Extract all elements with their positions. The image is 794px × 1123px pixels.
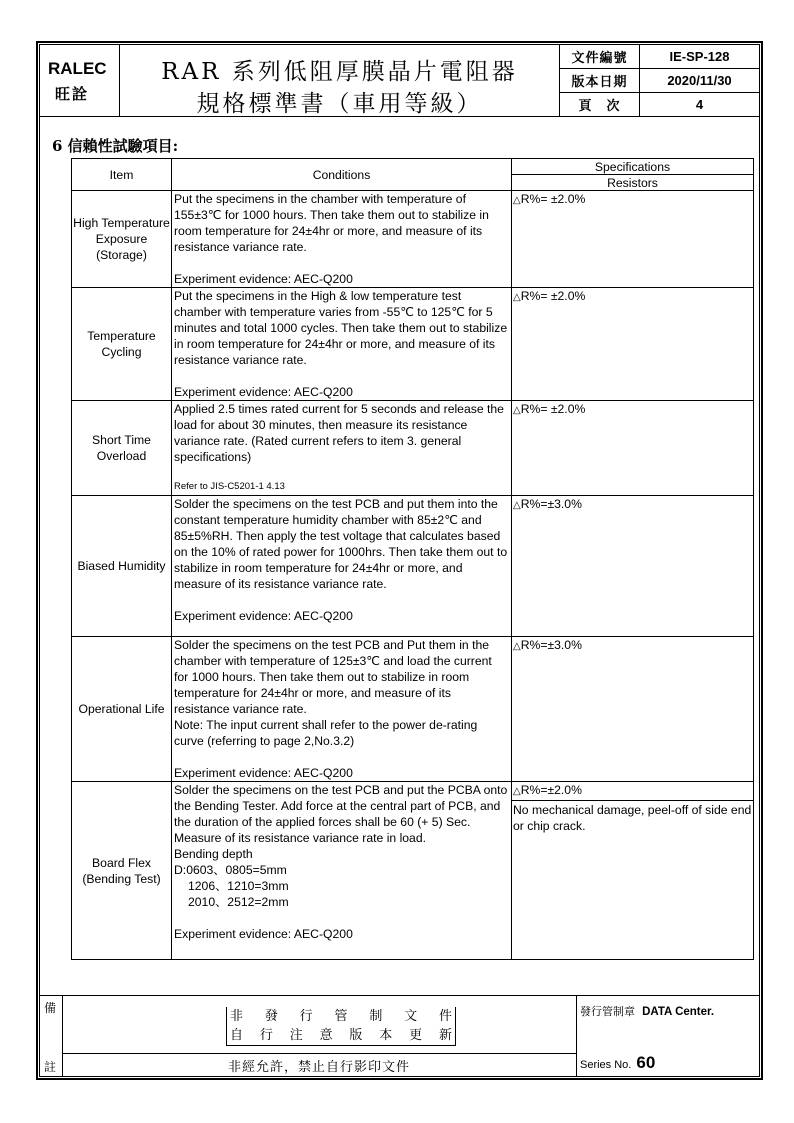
series-value: 60	[636, 1053, 656, 1072]
company-name-en: RALEC	[48, 59, 107, 78]
company-name-zh: 旺詮	[55, 85, 90, 103]
table-row	[72, 496, 754, 637]
series-number	[580, 1053, 655, 1073]
notice-line: 自行注意版本更新	[230, 1028, 452, 1043]
issue-control-area	[576, 996, 759, 1077]
section-number: 6	[52, 137, 63, 155]
experiment-evidence: Experiment evidence: AEC-Q200	[174, 272, 353, 286]
series-label: Series No.	[580, 1059, 632, 1071]
document-footer	[40, 995, 759, 1077]
conditions-text: Put the specimens in the High & low temperature test chamber with temperature varies from -55℃ to 125℃ for 5 minutes and total 1000 cycles. Then take them out to stabilize in room temperature for 24±4hr or more, and measure of its resistance variance rate.	[174, 289, 508, 367]
column-header-specifications: Specifications	[512, 159, 754, 175]
meta-row-version-date	[560, 69, 759, 93]
section-heading	[52, 135, 178, 156]
experiment-evidence: Experiment evidence: AEC-Q200	[174, 766, 353, 780]
test-specification	[512, 401, 754, 496]
test-item-name: High Temperature Exposure (Storage)	[72, 191, 172, 288]
conditions-text: Solder the specimens on the test PCB and put them into the constant temperature humidity chamber with 85±2℃ and 85±5%RH. Then apply the test voltage that calculates based on the 10% of rated power for 1000hrs. Then take them out to stabilize in room temperature for 24±4hr or more, and measure of its resistance variance rate.	[174, 497, 508, 591]
test-conditions	[172, 288, 512, 401]
remark-label-bottom: 註	[44, 1060, 57, 1074]
issue-stamp	[580, 1003, 714, 1019]
table-header-row	[72, 159, 754, 175]
footer-notice-area	[62, 996, 577, 1077]
document-subtitle: 規格標準書（車用等級）	[196, 91, 483, 117]
table-row	[72, 782, 754, 960]
test-conditions	[172, 782, 512, 960]
spec-value: R%=±3.0%	[520, 497, 582, 511]
table-row	[72, 288, 754, 401]
delta-icon: △	[513, 786, 521, 797]
footer-divider	[62, 1053, 576, 1054]
meta-key: 頁 次	[560, 93, 640, 117]
experiment-evidence: Experiment evidence: AEC-Q200	[174, 609, 353, 623]
reference-standard: Refer to JIS-C5201-1 4.13	[174, 481, 285, 492]
issue-label: 發行管制章	[580, 1005, 635, 1018]
bending-depth-line: D:0603、0805=5mm	[174, 863, 287, 877]
spec-value: R%= ±2.0%	[520, 192, 586, 206]
spec-value: R%= ±2.0%	[520, 289, 586, 303]
experiment-evidence: Experiment evidence: AEC-Q200	[174, 927, 353, 941]
test-conditions	[172, 191, 512, 288]
spec-value: R%=±3.0%	[520, 638, 582, 652]
test-item-name: Biased Humidity	[72, 496, 172, 637]
test-specification	[512, 637, 754, 782]
test-specification	[512, 782, 754, 960]
test-specification	[512, 496, 754, 637]
test-item-name: Short Time Overload	[72, 401, 172, 496]
column-header-resistors: Resistors	[512, 175, 754, 191]
test-item-name: Board Flex (Bending Test)	[72, 782, 172, 960]
reliability-test-table	[71, 158, 754, 960]
remark-column	[40, 996, 63, 1077]
company-logo-block	[40, 45, 120, 116]
spec-value: R%= ±2.0%	[520, 402, 586, 416]
meta-row-doc-number	[560, 45, 759, 69]
issue-value: DATA Center.	[642, 1006, 715, 1018]
table-row	[72, 637, 754, 782]
test-specification	[512, 191, 754, 288]
document-title: RAR 系列低阻厚膜晶片電阻器	[161, 59, 518, 85]
document-header	[40, 45, 759, 117]
bending-depth-title: Bending depth	[174, 847, 253, 861]
notice-line: 非發行管制文件	[230, 1009, 452, 1024]
meta-value: 4	[695, 97, 704, 112]
test-item-name: Temperature Cycling	[72, 288, 172, 401]
conditions-text: Put the specimens in the chamber with temperature of 155±3℃ for 1000 hours. Then take them out to stabilize in room temperature for 24±4hr or more, and measure of its resistance variance rate.	[174, 192, 489, 254]
spec-value: R%=±2.0%	[520, 783, 582, 797]
uncontrolled-notice-box	[226, 1007, 456, 1046]
meta-value: 2020/11/30	[640, 69, 760, 93]
table-row	[72, 191, 754, 288]
test-item-name: Operational Life	[72, 637, 172, 782]
conditions-note: Note: The input current shall refer to the power de-rating curve (referring to page 2,No.3.2)	[174, 718, 478, 748]
delta-icon: △	[513, 500, 521, 511]
section-title: 信賴性試驗項目:	[67, 137, 179, 155]
conditions-text: Solder the specimens on the test PCB and Put them in the chamber with temperature of 125±3℃ and load the current for 1000 hours. Then take them out to stabilize in room temperature for 24±4hr or more, and measure of its resistance variance rate.	[174, 638, 492, 716]
meta-value: IE-SP-128	[640, 45, 760, 69]
meta-key: 文件編號	[560, 45, 640, 69]
meta-row-page	[560, 93, 759, 117]
column-header-item: Item	[72, 159, 172, 191]
bending-depth-line: 1206、1210=3mm	[188, 879, 289, 893]
document-meta-block	[560, 45, 759, 116]
column-header-conditions: Conditions	[172, 159, 512, 191]
document-title-block	[120, 45, 560, 116]
table-row	[72, 401, 754, 496]
test-specification	[512, 288, 754, 401]
delta-icon: △	[513, 195, 521, 206]
meta-key: 版本日期	[560, 69, 640, 93]
remark-label-top: 備	[44, 1001, 57, 1015]
delta-icon: △	[513, 292, 521, 303]
test-conditions	[172, 496, 512, 637]
delta-icon: △	[513, 641, 521, 652]
delta-icon: △	[513, 405, 521, 416]
copy-warning: 非經允許，禁止自行影印文件	[227, 1060, 410, 1075]
experiment-evidence: Experiment evidence: AEC-Q200	[174, 385, 353, 399]
conditions-text: Applied 2.5 times rated current for 5 seconds and release the load for about 30 minutes, then measure its resistance variance rate. (Rated current refers to item 3. general specifications)	[174, 402, 504, 464]
test-conditions	[172, 637, 512, 782]
conditions-text: Solder the specimens on the test PCB and put the PCBA onto the Bending Tester. Add force at the central part of PCB, and the duration of the applied forces shall be 60 (+ 5) Sec. Measure of its resistance variance rate in load.	[174, 783, 508, 845]
test-conditions	[172, 401, 512, 496]
bending-depth-line: 2010、2512=2mm	[188, 895, 289, 909]
spec-value-secondary: No mechanical damage, peel-off of side end or chip crack.	[512, 800, 753, 834]
